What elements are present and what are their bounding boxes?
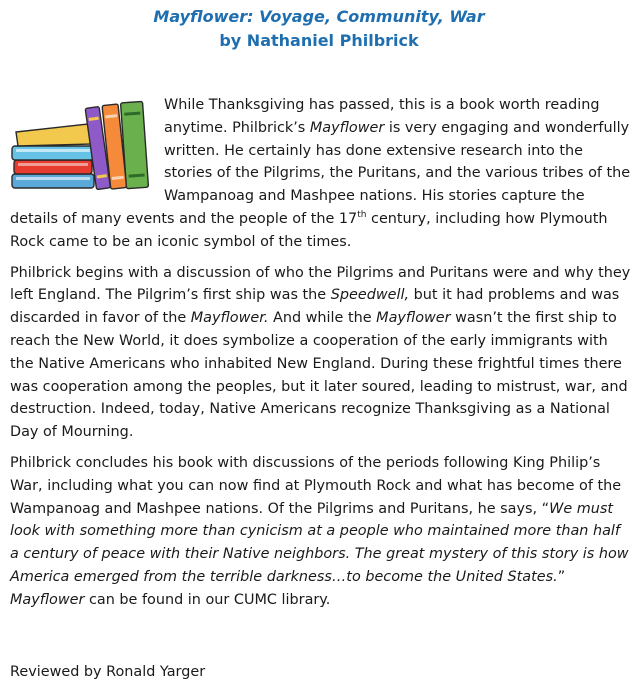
text-run: can be found in our CUMC library. [84,591,331,608]
text-run: century, including how Plymouth Rock came to be an iconic symbol of the times. [10,210,608,250]
ordinal-suffix: th [357,210,367,221]
stack-of-books-icon [10,96,158,190]
reviewer-credit: Reviewed by Ronald Yarger [10,664,206,680]
book-title-italic: Mayflower [309,119,385,136]
text-run: is very engaging and wonderfully written. He certainly has done extensive research into the stories of the Pilgrims, the Puritans, and the various tribes of the Wampanoag and Mashpee nations. His stories capture the details of many events and the people of the 17 [10,119,631,227]
book-title-italic: Mayflower [10,591,85,608]
book-title: Mayflower: Voyage, Community, War [153,7,485,26]
text-run: Philbrick begins with a discussion of who the Pilgrims and Puritans were and why they left England. The Pilgrim’s first ship was the [10,264,631,304]
paragraph-summary [10,262,632,444]
text-run: but it had problems and was discarded in favor of the [10,287,620,327]
text-run: wasn’t the first ship to reach the New World, it does symbolize a cooperation of the early immigrants with the Native Americans who inhabited New England. During these frightful times there was cooperation among the peoples, but it later soured, leading to mistrust, war, and destruction. Indeed, today, Native Americans recognize Thanksgiving as a National Day of Mourning. [10,310,628,441]
book-author: by Nathaniel Philbrick [219,31,419,50]
text-run: Philbrick concludes his book with discussions of the periods following King Philip’s War, including what you can now find at Plymouth Rock and what has become of the Wampanoag and Mashpee nations. Of the Pilgrims and Puritans, he says, “ [10,454,622,517]
ship-name-italic: Mayflower [376,310,451,327]
ship-name-italic: Speedwell, [330,287,410,304]
text-run: And while the [268,310,377,327]
article-title [0,5,638,53]
ship-name-italic: Mayflower. [190,310,269,327]
quotation-italic: We must look with something more than cynicism at a people who maintained more than half a century of peace with their Native neighbors. The great mystery of this story is how America emerged from the terrible darkness…to become the United States. [10,500,629,585]
text-run: ” [557,568,566,585]
article-body [10,94,632,620]
paragraph-conclusion [10,452,632,612]
text-run: While Thanksgiving has passed, this is a book worth reading anytime. Philbrick’s [164,97,600,136]
